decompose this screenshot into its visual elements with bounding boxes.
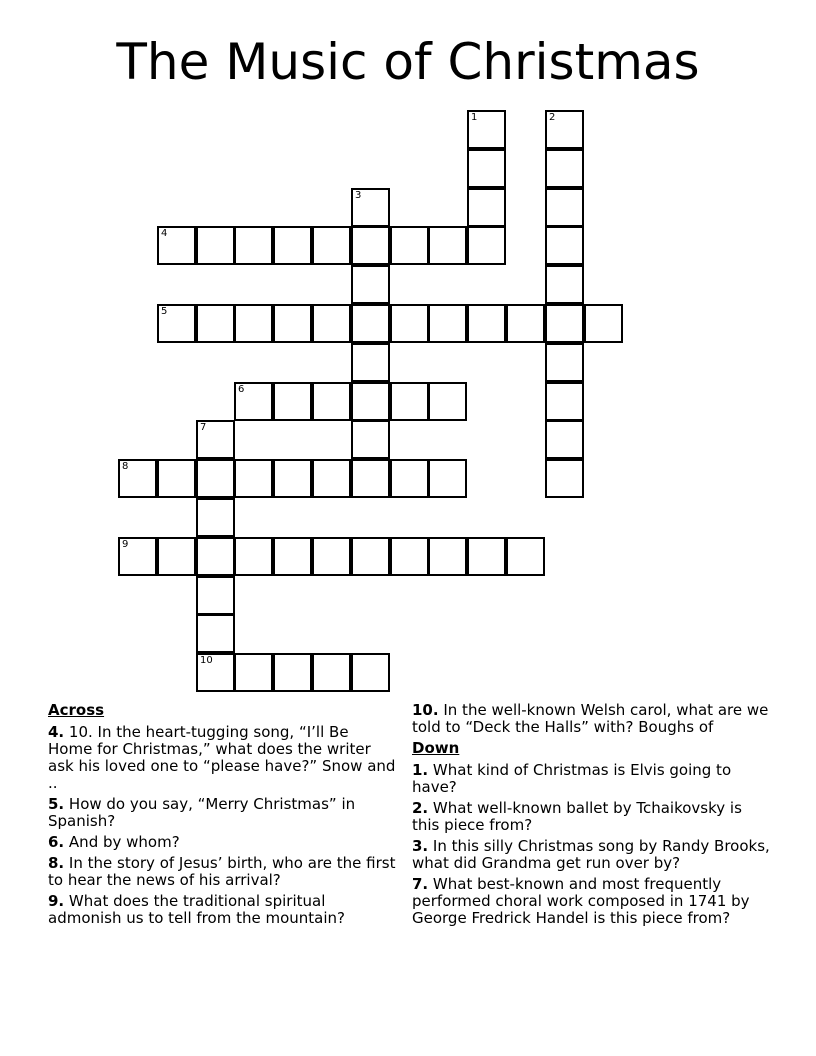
grid-cell[interactable] [196,498,235,537]
grid-cell[interactable] [428,537,467,576]
grid-cell[interactable] [351,459,390,498]
grid-cell[interactable] [351,382,390,421]
grid-cell[interactable] [545,459,584,498]
clue-number: 1 [471,112,478,123]
grid-cell[interactable] [351,304,390,343]
grid-cell[interactable] [428,304,467,343]
clue-down-1[interactable]: 1. What kind of Christmas is Elvis going to have? [412,761,732,796]
grid-cell[interactable] [312,226,351,265]
grid-cell[interactable] [467,149,506,188]
grid-cell[interactable] [351,343,390,382]
clue-across-10[interactable]: 10. In the well-known Welsh carol, what are we told to “Deck the Halls” with? Boughs of [412,701,769,736]
clue-across-5[interactable]: 5. How do you say, “Merry Christmas” in Spanish? [48,795,356,830]
grid-cell[interactable] [545,188,584,227]
clue-number: 4 [161,228,168,239]
grid-cell[interactable] [196,420,235,459]
grid-cell[interactable] [545,382,584,421]
grid-cell[interactable] [196,576,235,615]
grid-cell[interactable] [273,537,312,576]
clue-number: 5 [161,306,168,317]
grid-cell[interactable] [273,459,312,498]
grid-cell[interactable] [196,459,235,498]
grid-cell[interactable] [428,459,467,498]
grid-cell[interactable] [545,343,584,382]
grid-cell[interactable] [351,265,390,304]
grid-cell[interactable] [312,653,351,692]
clue-number: 6 [238,384,245,395]
grid-cell[interactable] [351,226,390,265]
grid-cell[interactable] [118,459,157,498]
across-heading: Across [48,701,105,719]
grid-cell[interactable] [234,653,273,692]
grid-cell[interactable] [273,382,312,421]
grid-cell[interactable] [157,226,196,265]
grid-cell[interactable] [273,226,312,265]
grid-cell[interactable] [312,459,351,498]
clue-across-8[interactable]: 8. In the story of Jesus’ birth, who are the first to hear the news of his arrival? [48,854,396,889]
grid-cell[interactable] [196,653,235,692]
grid-cell[interactable] [351,537,390,576]
grid-cell[interactable] [467,226,506,265]
clues-left-column [48,702,396,931]
grid-cell[interactable] [234,459,273,498]
grid-cell[interactable] [118,537,157,576]
clue-down-3[interactable]: 3. In this silly Christmas song by Randy Brooks, what did Grandma get run over by? [412,837,770,872]
grid-cell[interactable] [545,226,584,265]
grid-cell[interactable] [545,304,584,343]
grid-cell[interactable] [584,304,623,343]
grid-cell[interactable] [312,537,351,576]
grid-cell[interactable] [428,226,467,265]
grid-cell[interactable] [157,304,196,343]
grid-cell[interactable] [390,537,429,576]
grid-cell[interactable] [196,226,235,265]
grid-cell[interactable] [390,226,429,265]
grid-cell[interactable] [428,382,467,421]
grid-cell[interactable] [390,304,429,343]
clue-across-6[interactable]: 6. And by whom? [48,833,180,851]
grid-cell[interactable] [467,188,506,227]
grid-cell[interactable] [351,420,390,459]
grid-cell[interactable] [234,226,273,265]
grid-cell[interactable] [351,653,390,692]
clue-down-2[interactable]: 2. What well-known ballet by Tchaikovsky is this piece from? [412,799,742,834]
grid-cell[interactable] [506,537,545,576]
grid-cell[interactable] [234,382,273,421]
grid-cell[interactable] [351,188,390,227]
grid-cell[interactable] [390,382,429,421]
puzzle-title: The Music of Christmas [116,33,700,91]
clue-across-9[interactable]: 9. What does the traditional spiritual admonish us to tell from the mountain? [48,892,345,927]
grid-cell[interactable] [312,304,351,343]
grid-cell[interactable] [234,537,273,576]
clue-number: 2 [549,112,556,123]
grid-cell[interactable] [196,304,235,343]
grid-cell[interactable] [506,304,545,343]
grid-cell[interactable] [545,110,584,149]
grid-cell[interactable] [467,110,506,149]
grid-cell[interactable] [196,537,235,576]
grid-cell[interactable] [545,265,584,304]
grid-cell[interactable] [390,459,429,498]
clue-number: 8 [122,461,129,472]
grid-cell[interactable] [545,149,584,188]
clue-across-4[interactable]: 4. 10. In the heart-tugging song, “I’ll Be Home for Christmas,” what does the writer ask his loved one to “please have?” Snow and .. [48,723,396,792]
grid-cell[interactable] [545,420,584,459]
grid-cell[interactable] [234,304,273,343]
clue-number: 7 [200,422,207,433]
grid-cell[interactable] [467,304,506,343]
grid-cell[interactable] [467,537,506,576]
grid-cell[interactable] [273,653,312,692]
clues-right-column [412,702,772,931]
down-heading: Down [412,739,460,757]
grid-cell[interactable] [312,382,351,421]
clue-number: 10 [200,655,213,666]
clue-number: 9 [122,539,129,550]
clue-down-7[interactable]: 7. What best-known and most frequently performed choral work composed in 1741 by George Fredrick Handel is this piece from? [412,875,750,927]
grid-cell[interactable] [157,537,196,576]
grid-cell[interactable] [196,614,235,653]
clue-number: 3 [355,190,362,201]
grid-cell[interactable] [157,459,196,498]
grid-cell[interactable] [273,304,312,343]
